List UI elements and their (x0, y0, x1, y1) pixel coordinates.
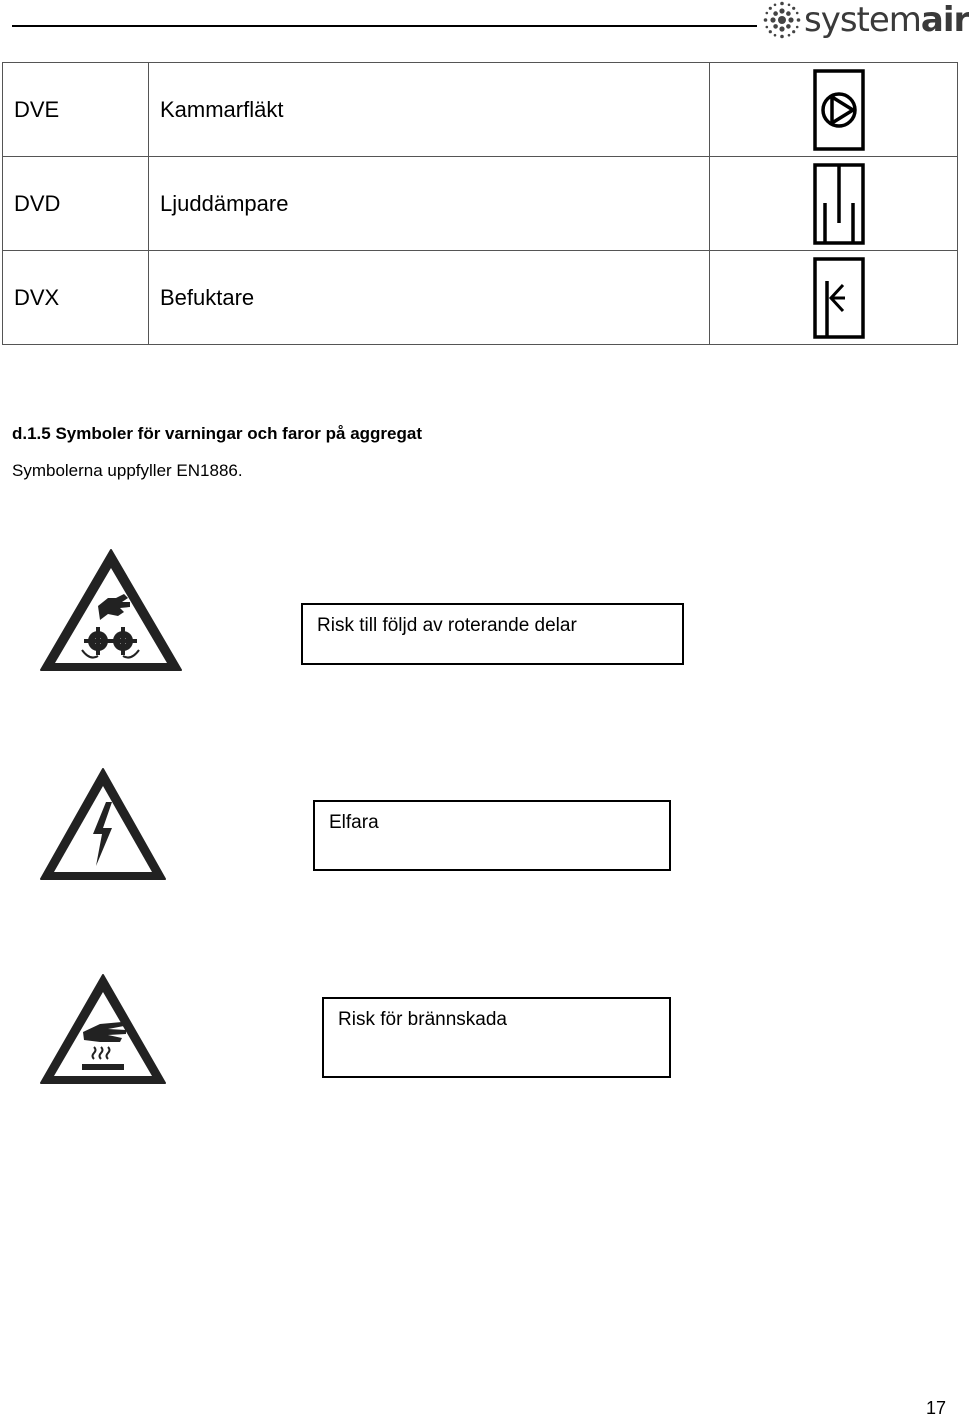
warning-label-box (322, 997, 671, 1078)
warning-label-box (301, 603, 684, 665)
component-code: DVX (3, 251, 149, 345)
table-row (3, 63, 958, 157)
component-name: Befuktare (149, 251, 710, 345)
silencer-symbol-icon (813, 163, 865, 245)
table-row (3, 251, 958, 345)
section-subtitle: Symbolerna uppfyller EN1886. (12, 461, 243, 480)
humidifier-symbol-icon (813, 257, 865, 339)
warning-label: Elfara (329, 812, 379, 833)
component-name: Ljuddämpare (149, 157, 710, 251)
hot-surface-warning-icon (38, 972, 168, 1086)
component-legend-table (2, 62, 958, 345)
rotating-parts-warning-icon (38, 546, 184, 674)
component-symbol-cell (710, 157, 958, 251)
component-symbol-cell (710, 251, 958, 345)
systemair-dots-icon (763, 0, 801, 40)
page-number: 17 (925, 1398, 946, 1418)
fan-symbol-icon (813, 69, 865, 151)
component-name: Kammarfläkt (149, 63, 710, 157)
systemair-logo (763, 0, 969, 40)
component-code: DVE (3, 63, 149, 157)
warning-label-box (313, 800, 671, 871)
warning-label: Risk för brännskada (338, 1009, 507, 1030)
table-row (3, 157, 958, 251)
warning-label: Risk till följd av roterande delar (317, 615, 577, 636)
component-code: DVD (3, 157, 149, 251)
electrical-hazard-warning-icon (38, 766, 168, 882)
section-title: d.1.5 Symboler för varningar och faror på aggregat (12, 424, 422, 443)
component-symbol-cell (710, 63, 958, 157)
systemair-wordmark: systemair (804, 0, 969, 40)
header-rule (12, 25, 757, 27)
